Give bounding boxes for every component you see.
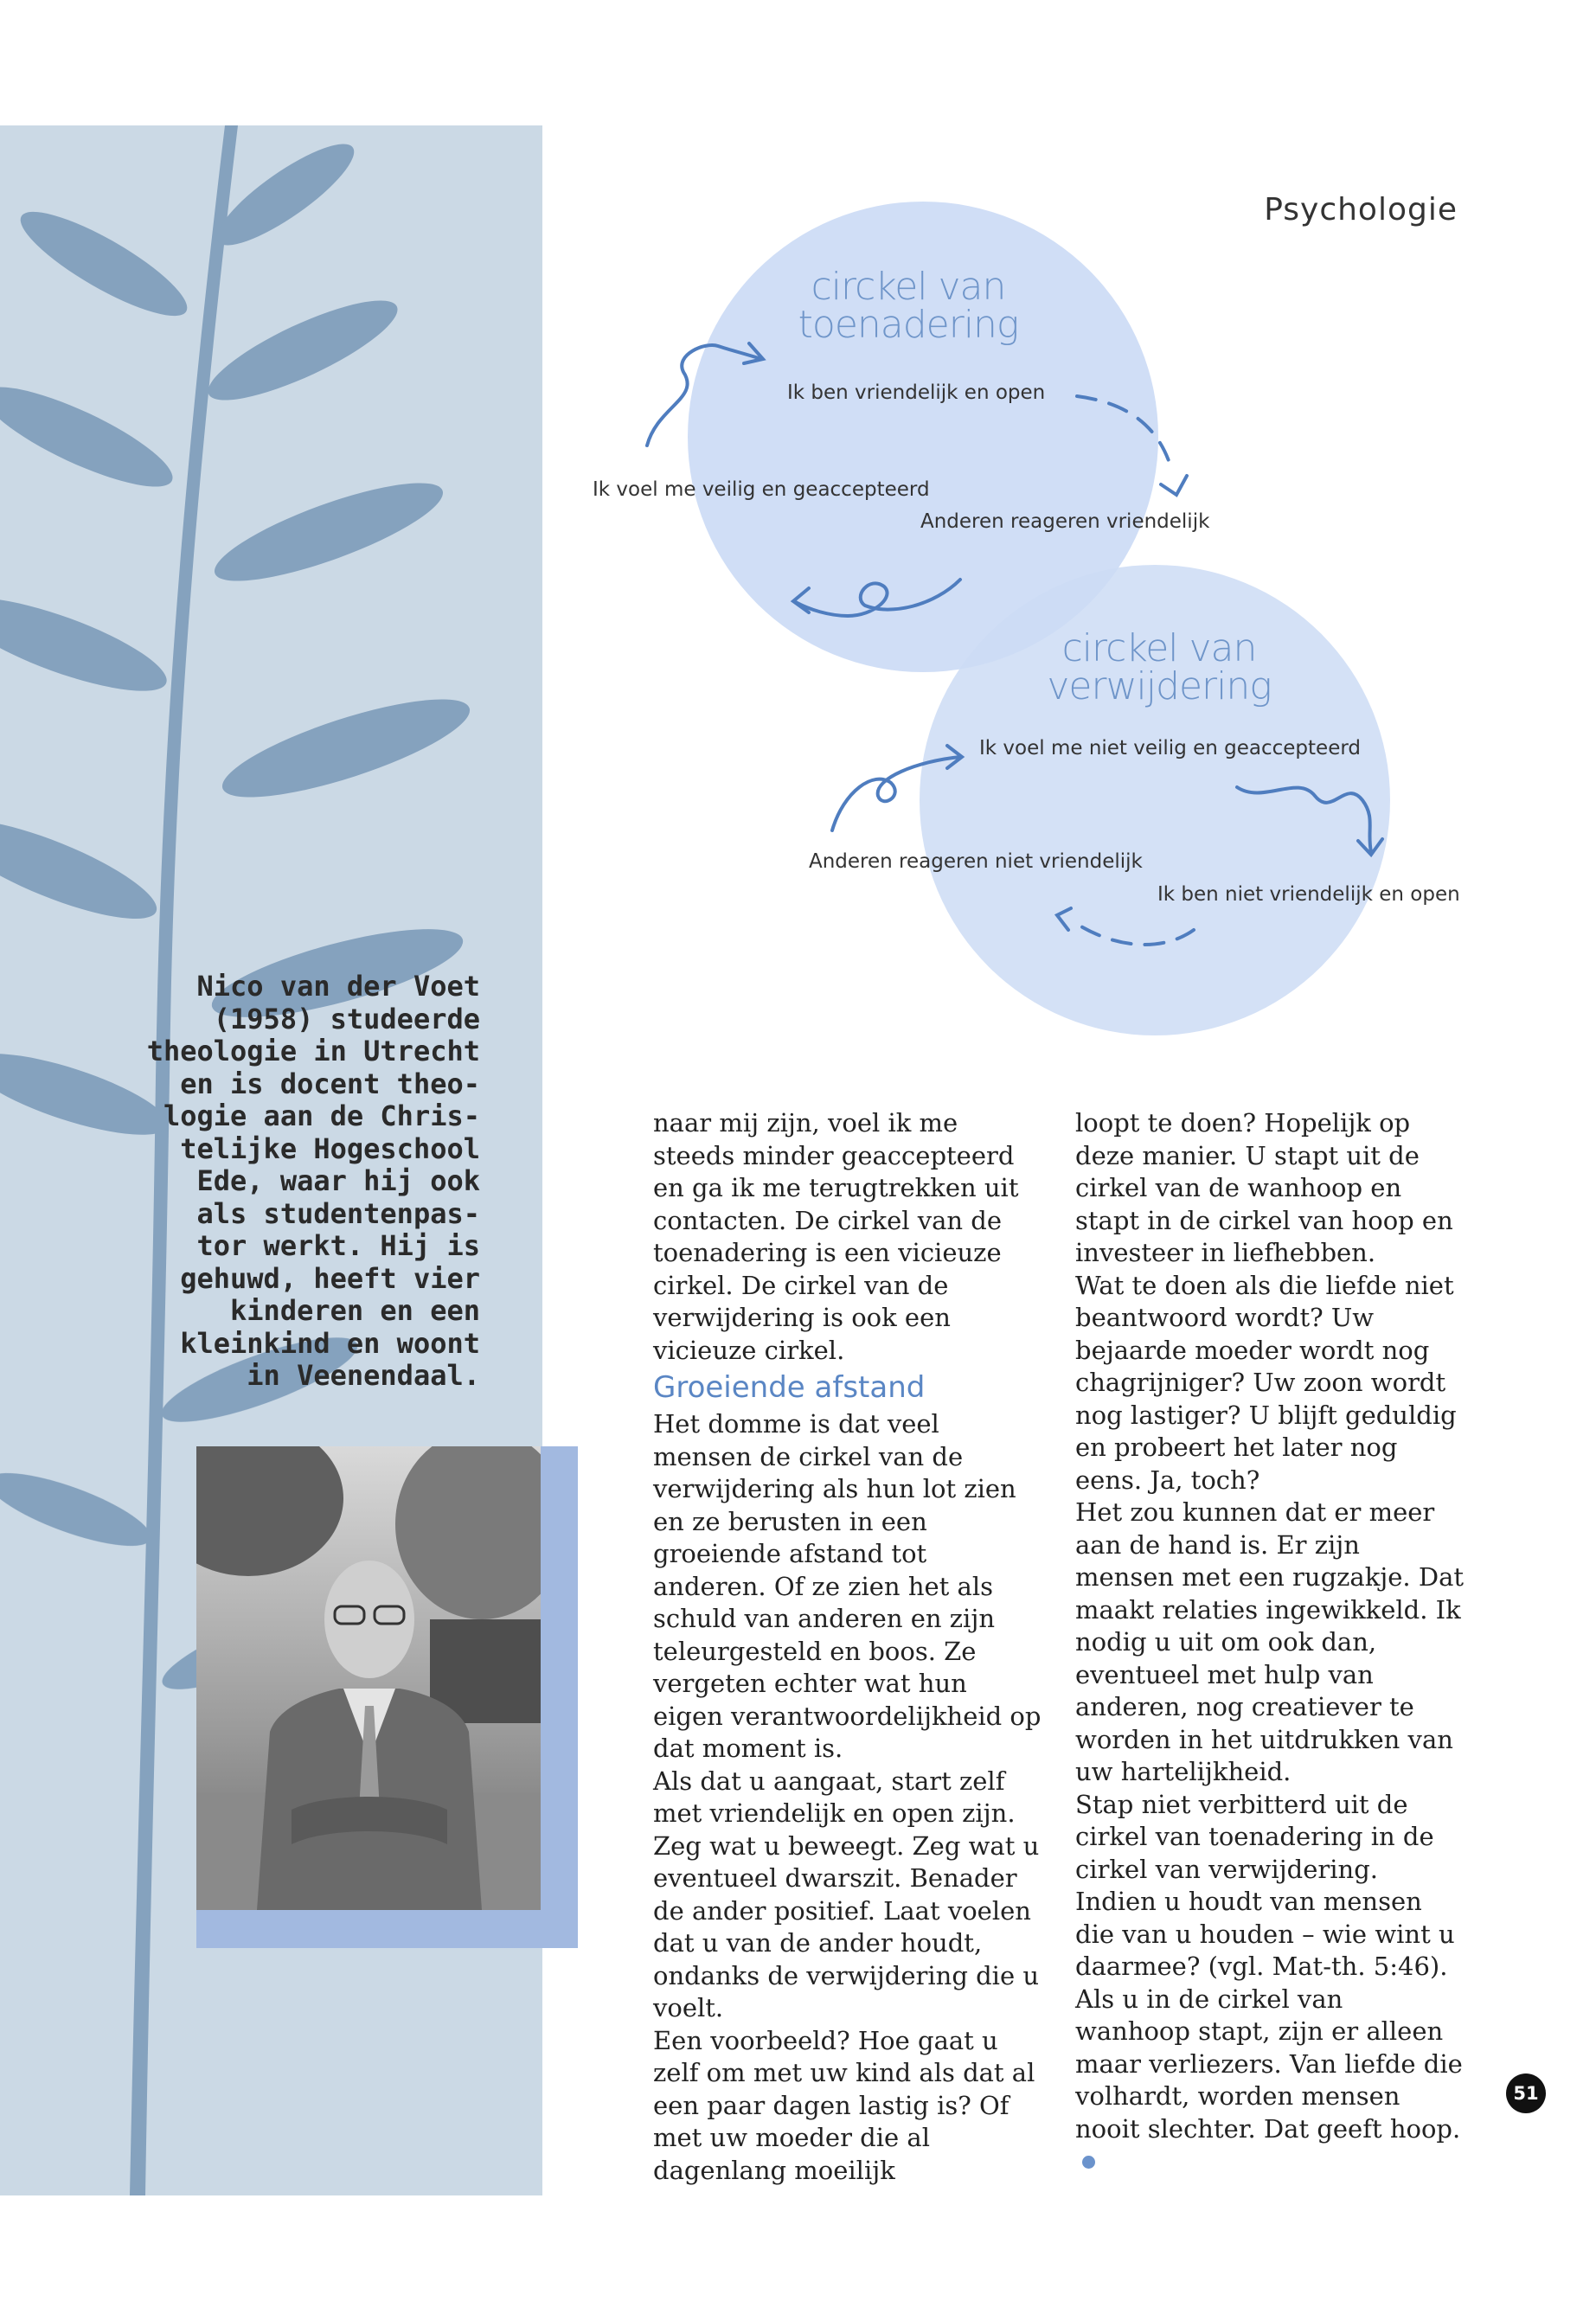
author-portrait-icon [196,1446,541,1910]
circle-top-title-line1: circkel van [811,265,1006,309]
article-paragraph: Het domme is dat veel mensen de cirkel van de verwijdering als hun lot zien en ze berusten in een groeiende afstand tot anderen. Of ze zien het als schuld van anderen en zijn teleurgesteld en boos. Ze vergeten echter wat hun eigen verantwoordelijkheid op dat moment is. [653,1409,1042,1763]
article-paragraph: Een voorbeeld? Hoe gaat u zelf om met uw kind als dat al een paar dagen lastig is? Of met uw moeder die al dagenlang moeilijk [653,2025,1035,2185]
article-closing-text: Stap niet verbitterd uit de cirkel van toenadering in de cirkel van verwijdering. Indien u houdt van mensen die van u houden – wie wint u daarmee? (vgl. Mat-th. 5:46). Als u in de cirkel van wanhoop stapt, zijn er alleen maar verliezers. Van liefde die volhardt, worden mensen nooit slechter. Dat geeft hoop. [1075,1789,1463,2144]
article-paragraph: Wat te doen als die liefde niet beantwoord wordt? Uw bejaarde moeder wordt nog chagrijniger? Uw zoon wordt nog lastiger? U blijft geduldig en probeert het later nog eens. Ja, toch? [1075,1270,1457,1495]
article-paragraph [1075,1789,1465,2178]
bio-line: gehuwd, heeft vier [180,1261,480,1295]
page-number: 51 [1506,2073,1546,2113]
article-column-1 [653,1107,1042,2187]
article-paragraph: loopt te doen? Hopelijk op deze manier. U stapt uit de cirkel van de wanhoop en stapt in de cirkel van hoop en investeer in liefhebben. [1075,1108,1453,1267]
bio-line: Ede, waar hij ook [196,1164,480,1197]
circle-top-title [779,265,1038,347]
section-label: Psychologie [1264,192,1458,228]
bio-line: kleinkind en woont [180,1326,480,1360]
bio-line: in Veenendaal. [247,1359,480,1392]
circle-bottom-step2: Ik ben niet vriendelijk en open [1157,883,1460,906]
circle-top-step3: Ik voel me veilig en geaccepteerd [593,478,930,501]
circle-top-step2: Anderen reageren vriendelijk [920,510,1210,533]
bio-line: tor werkt. Hij is [196,1229,480,1262]
article-paragraph: naar mij zijn, voel ik me steeds minder geaccepteerd en ga ik me terugtrekken uit contacten. De cirkel van de toenadering is een vicieuze cirkel. De cirkel van de verwijdering is ook een vicieuze cirkel. [653,1108,1019,1365]
article-column-2 [1075,1107,1465,2178]
bio-line: als studentenpas- [196,1196,480,1230]
circle-bottom-step3: Anderen reageren niet vriendelijk [809,850,1143,873]
circle-bottom-title [1029,626,1289,708]
circle-bottom-title-line2: verwijdering [1047,664,1272,708]
author-photo [196,1446,541,1910]
circle-top-title-line2: toenadering [798,303,1019,347]
bio-line: en is docent theo- [180,1067,480,1100]
bio-line: telijke Hogeschool [180,1131,480,1165]
bio-line: Nico van der Voet [196,970,480,1003]
circle-top-step1: Ik ben vriendelijk en open [787,381,1046,404]
article-subheading: Groeiende afstand [653,1370,926,1405]
article-paragraph: Als dat u aangaat, start zelf met vriendelijk en open zijn. Zeg wat u beweegt. Zeg wat u eventueel dwarszit. Benader de ander positief. Laat voelen dat u van de ander houdt, ondanks de verwijdering die u voelt. [653,1766,1040,2022]
article-paragraph: Het zou kunnen dat er meer aan de hand is. Er zijn mensen met een rugzakje. Dat maakt relaties ingewikkeld. Ik nodig u uit om ook dan, eventueel met hulp van anderen, nog creatiever te worden in het uitdrukken van uw hartelijkheid. [1075,1497,1465,1786]
bio-line: kinderen en een [230,1294,480,1327]
end-mark-icon [1082,2156,1095,2169]
circle-bottom-step1: Ik voel me niet veilig en geaccepteerd [979,737,1361,760]
bio-line: theologie in Utrecht [146,1035,480,1067]
bio-line: logie aan de Chris- [163,1099,480,1132]
author-bio [95,971,480,1393]
circle-bottom-title-line1: circkel van [1061,626,1257,670]
bio-line: (1958) studeerde [213,1002,480,1035]
